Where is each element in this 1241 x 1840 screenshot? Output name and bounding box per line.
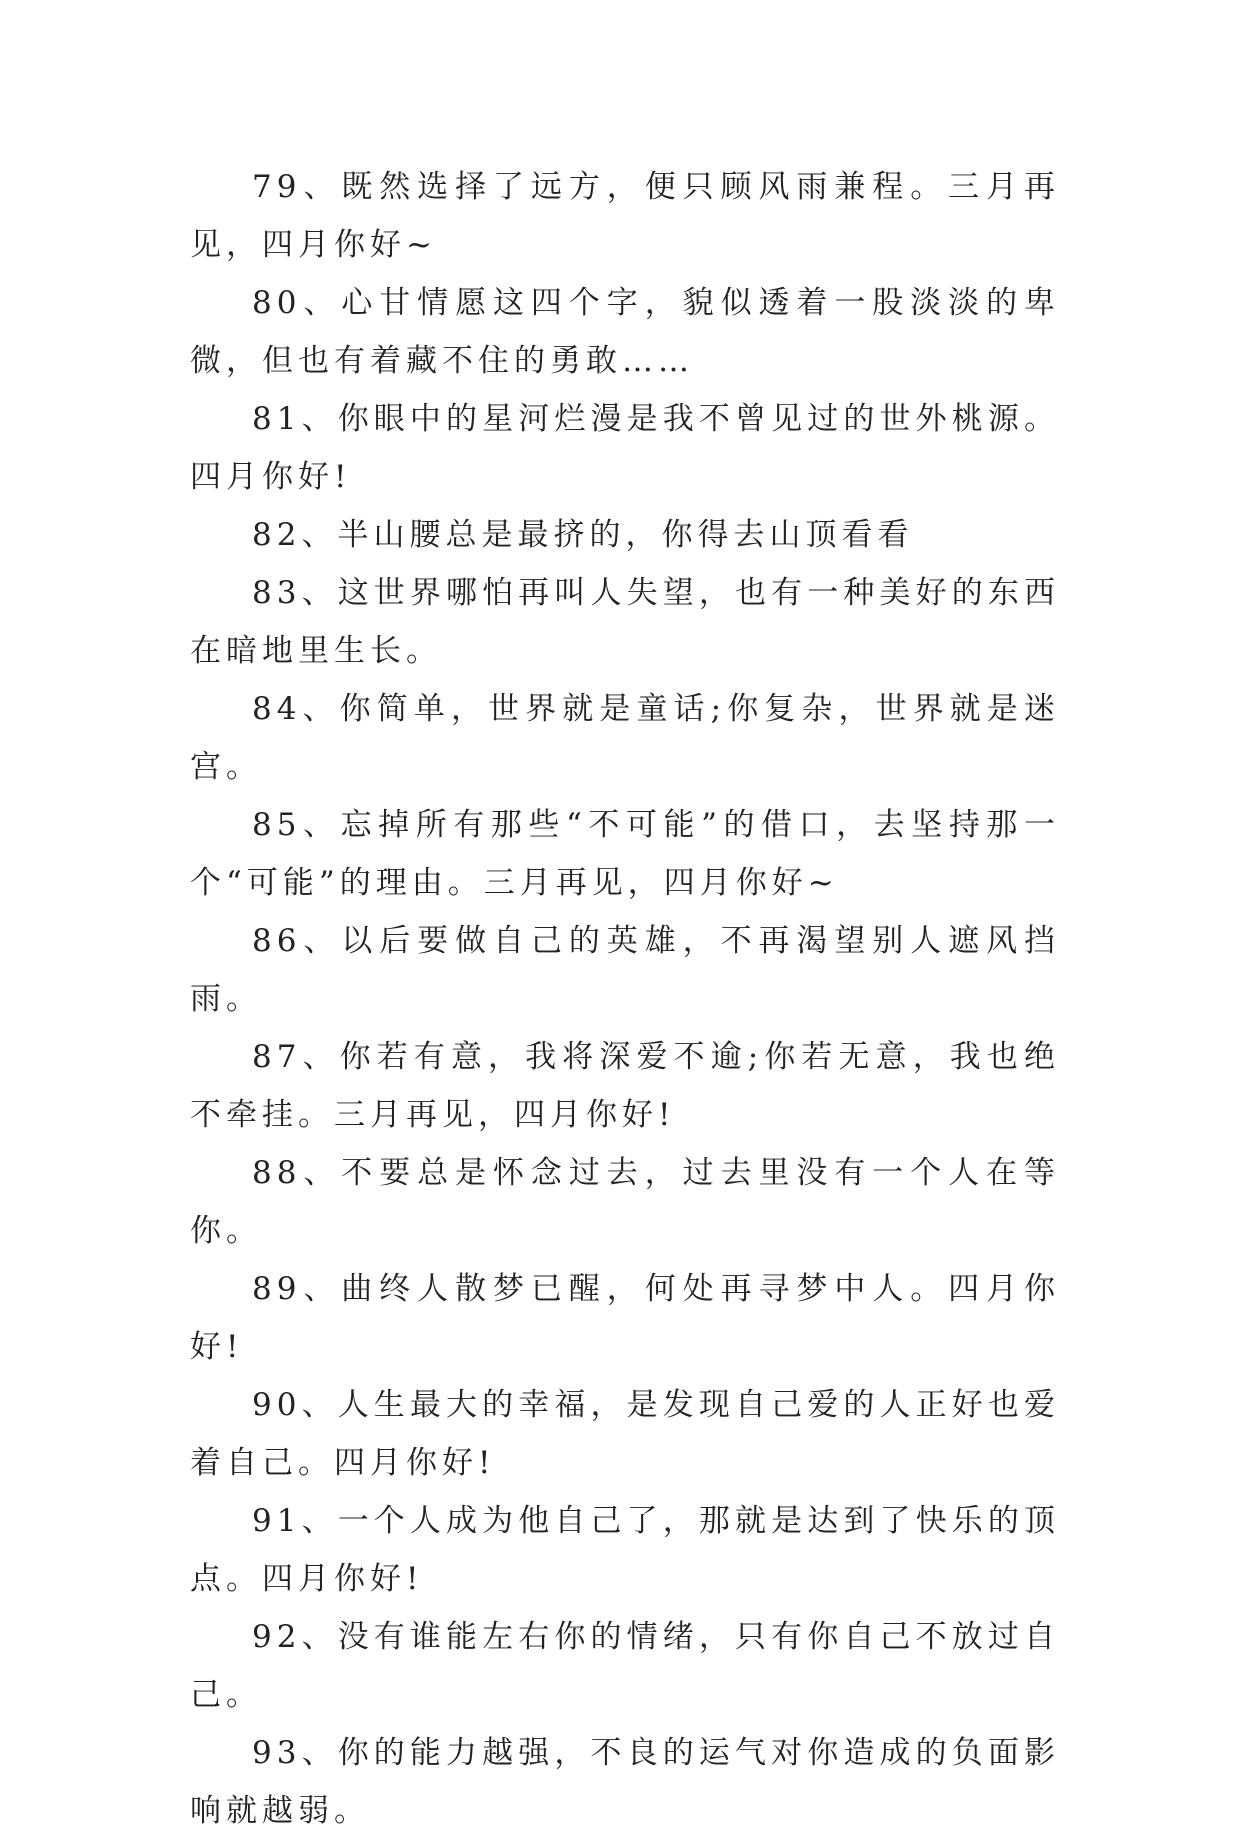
- paragraph-85: 85、忘掉所有那些“不可能”的借口，去坚持那一个“可能”的理由。三月再见，四月你好~: [190, 807, 1060, 901]
- paragraph-92: 92、没有谁能左右你的情绪，只有你自己不放过自己。: [190, 1619, 1060, 1713]
- paragraph-83: 83、这世界哪怕再叫人失望，也有一种美好的东西在暗地里生长。: [190, 575, 1060, 669]
- paragraph-90: 90、人生最大的幸福，是发现自己爱的人正好也爱着自己。四月你好!: [190, 1387, 1060, 1481]
- paragraph-91: 91、一个人成为他自己了，那就是达到了快乐的顶点。四月你好!: [190, 1503, 1060, 1597]
- document-body: [190, 158, 1060, 1840]
- paragraph-89: 89、曲终人散梦已醒，何处再寻梦中人。四月你好!: [190, 1271, 1060, 1365]
- paragraph-87: 87、你若有意，我将深爱不逾;你若无意，我也绝不牵挂。三月再见，四月你好!: [190, 1039, 1060, 1133]
- paragraph-93: 93、你的能力越强，不良的运气对你造成的负面影响就越弱。: [190, 1735, 1060, 1829]
- paragraph-79: 79、既然选择了远方，便只顾风雨兼程。三月再见，四月你好~: [190, 169, 1060, 263]
- paragraph-86: 86、以后要做自己的英雄，不再渴望别人遮风挡雨。: [190, 923, 1060, 1017]
- paragraph-81: 81、你眼中的星河烂漫是我不曾见过的世外桃源。四月你好!: [190, 401, 1060, 495]
- paragraph-84: 84、你简单，世界就是童话;你复杂，世界就是迷宫。: [190, 691, 1060, 785]
- paragraph-82: 82、半山腰总是最挤的，你得去山顶看看: [252, 517, 914, 553]
- paragraph-88: 88、不要总是怀念过去，过去里没有一个人在等你。: [190, 1155, 1060, 1249]
- paragraph-80: 80、心甘情愿这四个字，貌似透着一股淡淡的卑微，但也有着藏不住的勇敢……: [190, 285, 1060, 379]
